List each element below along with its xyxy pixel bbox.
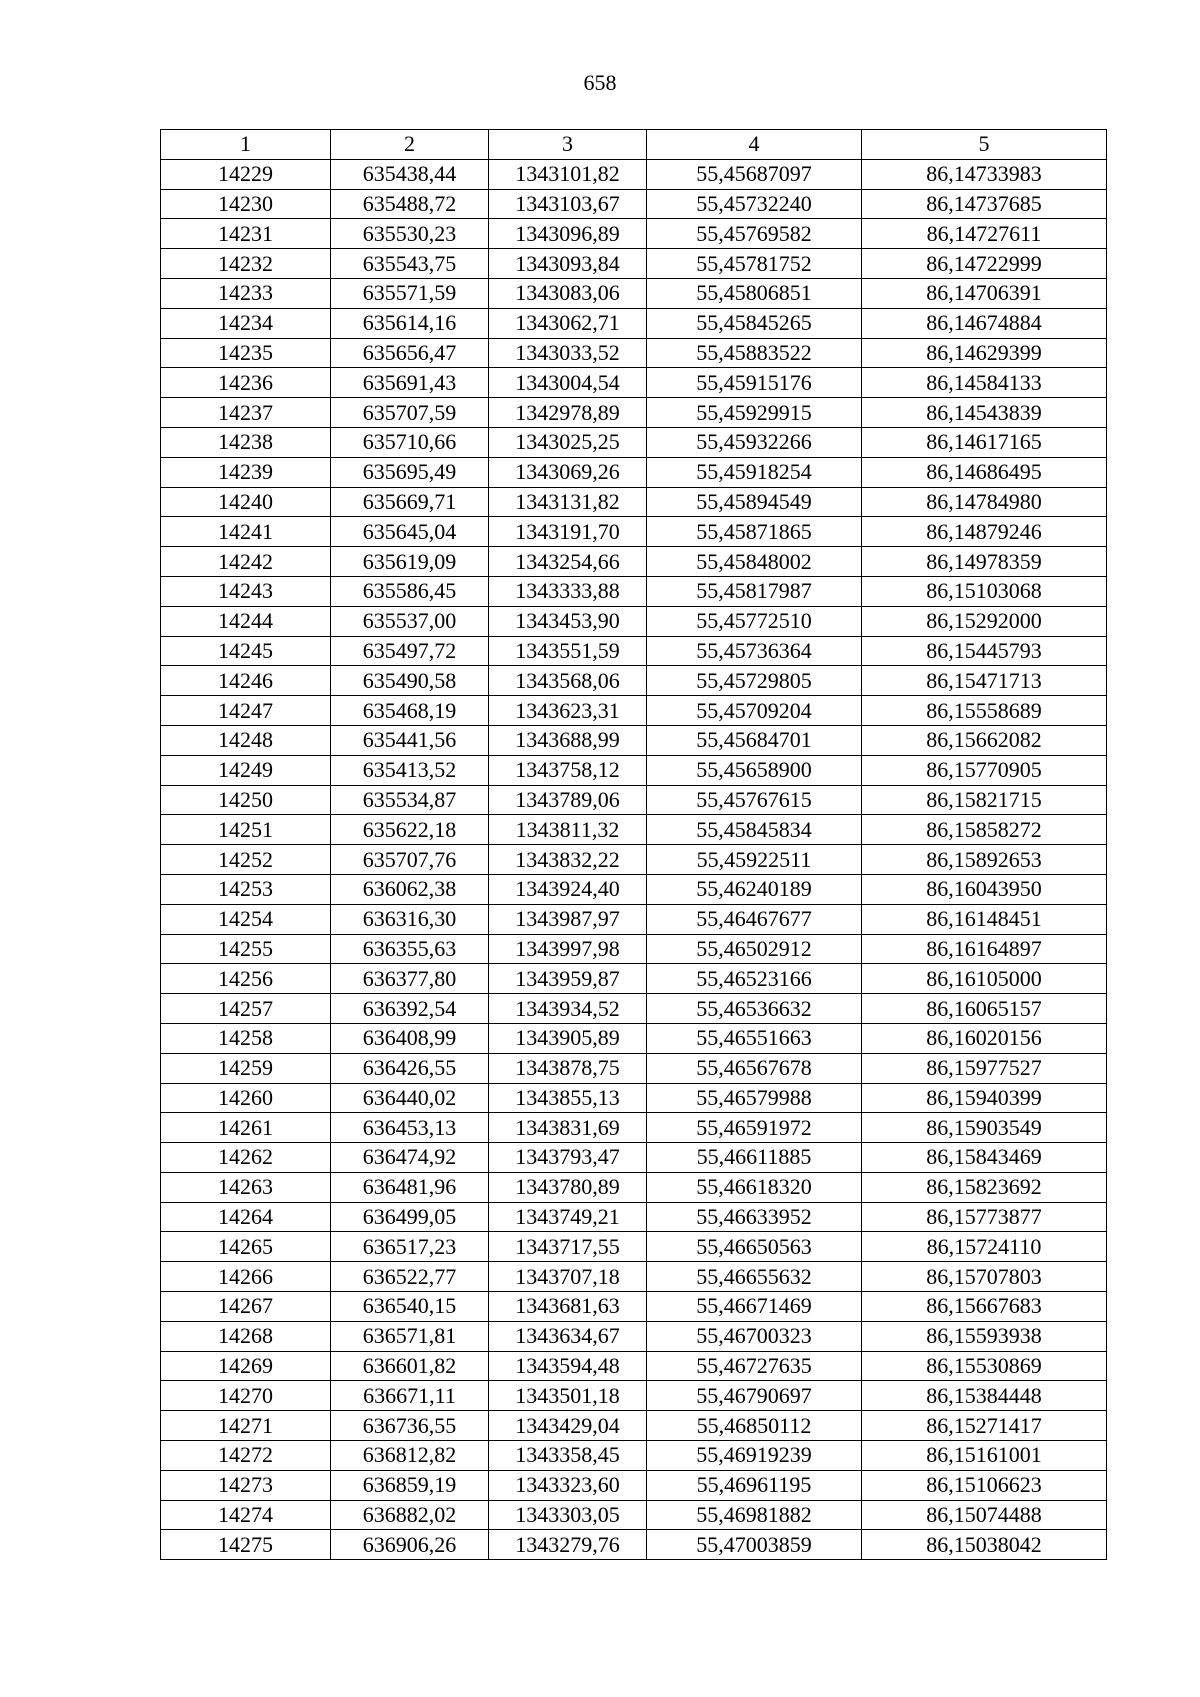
table-cell-col-4: 55,45845834 [647, 815, 862, 845]
table-row [161, 666, 1107, 696]
table-cell-col-3: 1343831,69 [489, 1113, 647, 1143]
table-row [161, 904, 1107, 934]
table-cell-col-2: 636440,02 [331, 1083, 489, 1113]
table-cell-col-1: 14255 [161, 934, 331, 964]
table-cell-col-2: 635656,47 [331, 338, 489, 368]
column-header-5: 5 [862, 130, 1107, 160]
table-row [161, 606, 1107, 636]
table-row [161, 427, 1107, 457]
table-cell-col-3: 1343855,13 [489, 1083, 647, 1113]
table-cell-col-2: 635695,49 [331, 457, 489, 487]
table-cell-col-2: 635490,58 [331, 666, 489, 696]
table-cell-col-4: 55,45871865 [647, 517, 862, 547]
table-cell-col-1: 14264 [161, 1202, 331, 1232]
table-cell-col-1: 14260 [161, 1083, 331, 1113]
table-cell-col-3: 1343997,98 [489, 934, 647, 964]
table-cell-col-1: 14241 [161, 517, 331, 547]
table-cell-col-3: 1343093,84 [489, 249, 647, 279]
table-cell-col-5: 86,14686495 [862, 457, 1107, 487]
table-cell-col-5: 86,15271417 [862, 1411, 1107, 1441]
table-cell-col-5: 86,16065157 [862, 994, 1107, 1024]
table-row [161, 487, 1107, 517]
table-cell-col-5: 86,15858272 [862, 815, 1107, 845]
table-cell-col-2: 636316,30 [331, 904, 489, 934]
table-cell-col-1: 14243 [161, 576, 331, 606]
table-cell-col-1: 14265 [161, 1232, 331, 1262]
table-cell-col-1: 14249 [161, 755, 331, 785]
table-cell-col-3: 1343279,76 [489, 1530, 647, 1560]
table-cell-col-2: 635488,72 [331, 189, 489, 219]
table-cell-col-4: 55,46240189 [647, 874, 862, 904]
table-row [161, 517, 1107, 547]
page-number: 658 [583, 70, 617, 95]
table-cell-col-1: 14246 [161, 666, 331, 696]
table-row [161, 398, 1107, 428]
table-cell-col-2: 635669,71 [331, 487, 489, 517]
table-cell-col-4: 55,45817987 [647, 576, 862, 606]
table-cell-col-5: 86,15558689 [862, 696, 1107, 726]
table-cell-col-4: 55,46567678 [647, 1053, 862, 1083]
table-cell-col-2: 635645,04 [331, 517, 489, 547]
table-cell-col-3: 1343681,63 [489, 1292, 647, 1322]
table-cell-col-4: 55,45658900 [647, 755, 862, 785]
table-cell-col-4: 55,45915176 [647, 368, 862, 398]
table-cell-col-3: 1343934,52 [489, 994, 647, 1024]
table-cell-col-2: 636426,55 [331, 1053, 489, 1083]
table-cell-col-4: 55,45736364 [647, 636, 862, 666]
table-cell-col-5: 86,14674884 [862, 308, 1107, 338]
table-cell-col-2: 635537,00 [331, 606, 489, 636]
table-cell-col-4: 55,45918254 [647, 457, 862, 487]
table-cell-col-1: 14268 [161, 1321, 331, 1351]
table-cell-col-3: 1343333,88 [489, 576, 647, 606]
table-cell-col-2: 636859,19 [331, 1470, 489, 1500]
table-cell-col-5: 86,15074488 [862, 1500, 1107, 1530]
table-cell-col-4: 55,45732240 [647, 189, 862, 219]
table-cell-col-5: 86,14617165 [862, 427, 1107, 457]
table-row [161, 219, 1107, 249]
table-cell-col-2: 636517,23 [331, 1232, 489, 1262]
table-row [161, 1441, 1107, 1471]
table-cell-col-2: 636453,13 [331, 1113, 489, 1143]
table-row [161, 696, 1107, 726]
table-row [161, 1023, 1107, 1053]
table-cell-col-5: 86,14784980 [862, 487, 1107, 517]
table-cell-col-1: 14275 [161, 1530, 331, 1560]
table-cell-col-1: 14273 [161, 1470, 331, 1500]
table-cell-col-1: 14254 [161, 904, 331, 934]
table-cell-col-4: 55,45769582 [647, 219, 862, 249]
table-cell-col-5: 86,14737685 [862, 189, 1107, 219]
table-cell-col-3: 1343793,47 [489, 1143, 647, 1173]
table-cell-col-4: 55,46611885 [647, 1143, 862, 1173]
table-row [161, 1321, 1107, 1351]
column-header-1: 1 [161, 130, 331, 160]
table-cell-col-1: 14245 [161, 636, 331, 666]
table-cell-col-1: 14250 [161, 785, 331, 815]
table-cell-col-3: 1343758,12 [489, 755, 647, 785]
table-row [161, 934, 1107, 964]
table-cell-col-1: 14267 [161, 1292, 331, 1322]
table-cell-col-1: 14258 [161, 1023, 331, 1053]
table-cell-col-3: 1343749,21 [489, 1202, 647, 1232]
table-cell-col-1: 14266 [161, 1262, 331, 1292]
table-cell-col-1: 14269 [161, 1351, 331, 1381]
table-cell-col-2: 635441,56 [331, 725, 489, 755]
table-cell-col-5: 86,15662082 [862, 725, 1107, 755]
column-header-2: 2 [331, 130, 489, 160]
table-row [161, 308, 1107, 338]
table-cell-col-1: 14240 [161, 487, 331, 517]
table-cell-col-4: 55,46981882 [647, 1500, 862, 1530]
table-cell-col-5: 86,15773877 [862, 1202, 1107, 1232]
table-cell-col-5: 86,15445793 [862, 636, 1107, 666]
table-cell-col-2: 635530,23 [331, 219, 489, 249]
table-cell-col-3: 1343551,59 [489, 636, 647, 666]
table-cell-col-3: 1343429,04 [489, 1411, 647, 1441]
table-row [161, 1202, 1107, 1232]
table-cell-col-4: 55,46536632 [647, 994, 862, 1024]
table-cell-col-4: 55,45687097 [647, 159, 862, 189]
table-cell-col-2: 635497,72 [331, 636, 489, 666]
table-cell-col-1: 14247 [161, 696, 331, 726]
table-cell-col-3: 1343069,26 [489, 457, 647, 487]
table-cell-col-5: 86,15593938 [862, 1321, 1107, 1351]
table-cell-col-3: 1343083,06 [489, 278, 647, 308]
table-cell-col-4: 55,46579988 [647, 1083, 862, 1113]
table-cell-col-5: 86,16164897 [862, 934, 1107, 964]
table-cell-col-3: 1343594,48 [489, 1351, 647, 1381]
table-cell-col-5: 86,15823692 [862, 1172, 1107, 1202]
table-cell-col-3: 1343033,52 [489, 338, 647, 368]
table-cell-col-3: 1343707,18 [489, 1262, 647, 1292]
table-cell-col-3: 1343303,05 [489, 1500, 647, 1530]
table-cell-col-5: 86,15384448 [862, 1381, 1107, 1411]
table-cell-col-1: 14274 [161, 1500, 331, 1530]
table-body [161, 159, 1107, 1559]
table-cell-col-3: 1343789,06 [489, 785, 647, 815]
table-cell-col-4: 55,46961195 [647, 1470, 862, 1500]
table-cell-col-5: 86,15530869 [862, 1351, 1107, 1381]
table-cell-col-4: 55,46502912 [647, 934, 862, 964]
table-cell-col-5: 86,16043950 [862, 874, 1107, 904]
table-row [161, 1172, 1107, 1202]
table-cell-col-2: 635534,87 [331, 785, 489, 815]
table-cell-col-2: 636571,81 [331, 1321, 489, 1351]
table-cell-col-3: 1343358,45 [489, 1441, 647, 1471]
table-cell-col-4: 55,45929915 [647, 398, 862, 428]
table-cell-col-5: 86,14584133 [862, 368, 1107, 398]
table-cell-col-2: 635438,44 [331, 159, 489, 189]
table-cell-col-1: 14233 [161, 278, 331, 308]
table-row [161, 845, 1107, 875]
table-row [161, 368, 1107, 398]
table-cell-col-5: 86,14727611 [862, 219, 1107, 249]
table-cell-col-1: 14248 [161, 725, 331, 755]
table-row [161, 1500, 1107, 1530]
table-cell-col-5: 86,15292000 [862, 606, 1107, 636]
table-row [161, 159, 1107, 189]
table-cell-col-1: 14236 [161, 368, 331, 398]
table-cell-col-5: 86,15892653 [862, 845, 1107, 875]
table-cell-col-5: 86,15707803 [862, 1262, 1107, 1292]
table-row [161, 1083, 1107, 1113]
table-cell-col-2: 635413,52 [331, 755, 489, 785]
table-cell-col-2: 635707,76 [331, 845, 489, 875]
table-cell-col-4: 55,45806851 [647, 278, 862, 308]
table-row [161, 1292, 1107, 1322]
table-row [161, 964, 1107, 994]
table-cell-col-2: 635614,16 [331, 308, 489, 338]
table-row [161, 278, 1107, 308]
table-cell-col-5: 86,14722999 [862, 249, 1107, 279]
table-row [161, 457, 1107, 487]
table-cell-col-4: 55,45772510 [647, 606, 862, 636]
table-cell-col-1: 14230 [161, 189, 331, 219]
table-row [161, 1351, 1107, 1381]
table-cell-col-1: 14237 [161, 398, 331, 428]
table-cell-col-3: 1343811,32 [489, 815, 647, 845]
table-cell-col-5: 86,15724110 [862, 1232, 1107, 1262]
table-cell-col-2: 635586,45 [331, 576, 489, 606]
table-cell-col-1: 14235 [161, 338, 331, 368]
table-cell-col-3: 1343191,70 [489, 517, 647, 547]
table-cell-col-3: 1343254,66 [489, 547, 647, 577]
table-cell-col-4: 55,45684701 [647, 725, 862, 755]
table-cell-col-4: 55,46671469 [647, 1292, 862, 1322]
table-row [161, 815, 1107, 845]
table-cell-col-1: 14259 [161, 1053, 331, 1083]
table-cell-col-2: 636671,11 [331, 1381, 489, 1411]
table-cell-col-2: 636499,05 [331, 1202, 489, 1232]
table-cell-col-3: 1343959,87 [489, 964, 647, 994]
table-cell-col-2: 636377,80 [331, 964, 489, 994]
table-cell-col-1: 14252 [161, 845, 331, 875]
table-cell-col-4: 55,47003859 [647, 1530, 862, 1560]
table-cell-col-2: 635710,66 [331, 427, 489, 457]
table-cell-col-3: 1343905,89 [489, 1023, 647, 1053]
table-row [161, 547, 1107, 577]
table-cell-col-3: 1343101,82 [489, 159, 647, 189]
table-cell-col-2: 636062,38 [331, 874, 489, 904]
table-cell-col-5: 86,15103068 [862, 576, 1107, 606]
table-cell-col-3: 1343987,97 [489, 904, 647, 934]
table-cell-col-1: 14257 [161, 994, 331, 1024]
table-cell-col-1: 14242 [161, 547, 331, 577]
table-row [161, 1232, 1107, 1262]
column-header-4: 4 [647, 130, 862, 160]
table-cell-col-3: 1343832,22 [489, 845, 647, 875]
table-cell-col-4: 55,46919239 [647, 1441, 862, 1471]
table-row [161, 755, 1107, 785]
table-cell-col-2: 636906,26 [331, 1530, 489, 1560]
table-cell-col-1: 14256 [161, 964, 331, 994]
table-cell-col-3: 1343004,54 [489, 368, 647, 398]
table-cell-col-1: 14270 [161, 1381, 331, 1411]
table-cell-col-3: 1343103,67 [489, 189, 647, 219]
table-row [161, 338, 1107, 368]
table-cell-col-3: 1343634,67 [489, 1321, 647, 1351]
table-cell-col-4: 55,46790697 [647, 1381, 862, 1411]
table-cell-col-4: 55,45845265 [647, 308, 862, 338]
table-cell-col-4: 55,45729805 [647, 666, 862, 696]
table-cell-col-5: 86,14879246 [862, 517, 1107, 547]
table-cell-col-3: 1343131,82 [489, 487, 647, 517]
table-cell-col-2: 636601,82 [331, 1351, 489, 1381]
table-cell-col-4: 55,45848002 [647, 547, 862, 577]
table-cell-col-5: 86,15161001 [862, 1441, 1107, 1471]
table-cell-col-4: 55,46655632 [647, 1262, 862, 1292]
table-cell-col-3: 1343878,75 [489, 1053, 647, 1083]
table-cell-col-3: 1343501,18 [489, 1381, 647, 1411]
table-cell-col-1: 14271 [161, 1411, 331, 1441]
table-row [161, 1381, 1107, 1411]
table-cell-col-3: 1343453,90 [489, 606, 647, 636]
table-cell-col-2: 636522,77 [331, 1262, 489, 1292]
table-cell-col-4: 55,46633952 [647, 1202, 862, 1232]
table-cell-col-3: 1343717,55 [489, 1232, 647, 1262]
table-cell-col-4: 55,45932266 [647, 427, 862, 457]
table-row [161, 576, 1107, 606]
table-cell-col-4: 55,46551663 [647, 1023, 862, 1053]
table-cell-col-4: 55,46523166 [647, 964, 862, 994]
table-cell-col-5: 86,16105000 [862, 964, 1107, 994]
table-cell-col-2: 636540,15 [331, 1292, 489, 1322]
table-cell-col-3: 1343924,40 [489, 874, 647, 904]
table-cell-col-4: 55,45922511 [647, 845, 862, 875]
table-cell-col-5: 86,15667683 [862, 1292, 1107, 1322]
table-row [161, 785, 1107, 815]
table-row [161, 189, 1107, 219]
table-cell-col-1: 14253 [161, 874, 331, 904]
table-header-row [161, 130, 1107, 160]
table-cell-col-2: 636882,02 [331, 1500, 489, 1530]
table-row [161, 636, 1107, 666]
table-cell-col-2: 635543,75 [331, 249, 489, 279]
table-cell-col-3: 1343780,89 [489, 1172, 647, 1202]
table-row [161, 1113, 1107, 1143]
table-cell-col-4: 55,46591972 [647, 1113, 862, 1143]
table-row [161, 874, 1107, 904]
table-cell-col-2: 636474,92 [331, 1143, 489, 1173]
table-cell-col-5: 86,14706391 [862, 278, 1107, 308]
table-cell-col-5: 86,15940399 [862, 1083, 1107, 1113]
table-cell-col-4: 55,45894549 [647, 487, 862, 517]
coordinates-table [160, 129, 1107, 1560]
table-cell-col-5: 86,15843469 [862, 1143, 1107, 1173]
table-row [161, 994, 1107, 1024]
table-cell-col-4: 55,46467677 [647, 904, 862, 934]
table-cell-col-5: 86,15903549 [862, 1113, 1107, 1143]
table-cell-col-4: 55,45709204 [647, 696, 862, 726]
table-cell-col-3: 1343025,25 [489, 427, 647, 457]
table-cell-col-5: 86,15977527 [862, 1053, 1107, 1083]
table-cell-col-3: 1343688,99 [489, 725, 647, 755]
table-cell-col-1: 14238 [161, 427, 331, 457]
table-cell-col-5: 86,15770905 [862, 755, 1107, 785]
table-cell-col-2: 636355,63 [331, 934, 489, 964]
table-cell-col-5: 86,15471713 [862, 666, 1107, 696]
table-cell-col-5: 86,15038042 [862, 1530, 1107, 1560]
table-cell-col-4: 55,45781752 [647, 249, 862, 279]
table-cell-col-1: 14232 [161, 249, 331, 279]
table-cell-col-4: 55,46700323 [647, 1321, 862, 1351]
table-cell-col-2: 636408,99 [331, 1023, 489, 1053]
table-cell-col-4: 55,46618320 [647, 1172, 862, 1202]
table-row [161, 1411, 1107, 1441]
table-cell-col-1: 14244 [161, 606, 331, 636]
table-cell-col-1: 14229 [161, 159, 331, 189]
table-cell-col-5: 86,14733983 [862, 159, 1107, 189]
table-row [161, 1143, 1107, 1173]
table-cell-col-2: 635691,43 [331, 368, 489, 398]
table-row [161, 725, 1107, 755]
table-cell-col-3: 1343096,89 [489, 219, 647, 249]
table-cell-col-2: 635707,59 [331, 398, 489, 428]
table-cell-col-1: 14239 [161, 457, 331, 487]
table-cell-col-5: 86,16148451 [862, 904, 1107, 934]
table-cell-col-4: 55,46850112 [647, 1411, 862, 1441]
table-cell-col-5: 86,14978359 [862, 547, 1107, 577]
table-cell-col-2: 636736,55 [331, 1411, 489, 1441]
table-cell-col-4: 55,46727635 [647, 1351, 862, 1381]
table-cell-col-1: 14251 [161, 815, 331, 845]
table-cell-col-2: 636392,54 [331, 994, 489, 1024]
table-cell-col-1: 14272 [161, 1441, 331, 1471]
table-cell-col-2: 636481,96 [331, 1172, 489, 1202]
table-cell-col-3: 1342978,89 [489, 398, 647, 428]
table-row [161, 249, 1107, 279]
table-row [161, 1262, 1107, 1292]
table-cell-col-5: 86,15106623 [862, 1470, 1107, 1500]
table-cell-col-5: 86,15821715 [862, 785, 1107, 815]
table-row [161, 1470, 1107, 1500]
table-cell-col-1: 14234 [161, 308, 331, 338]
table-cell-col-2: 636812,82 [331, 1441, 489, 1471]
table-cell-col-4: 55,45767615 [647, 785, 862, 815]
table-cell-col-4: 55,45883522 [647, 338, 862, 368]
table-cell-col-4: 55,46650563 [647, 1232, 862, 1262]
table-cell-col-5: 86,14543839 [862, 398, 1107, 428]
table-cell-col-1: 14261 [161, 1113, 331, 1143]
table-cell-col-3: 1343623,31 [489, 696, 647, 726]
table-cell-col-2: 635619,09 [331, 547, 489, 577]
table-cell-col-3: 1343568,06 [489, 666, 647, 696]
table-cell-col-1: 14262 [161, 1143, 331, 1173]
table-cell-col-5: 86,16020156 [862, 1023, 1107, 1053]
table-cell-col-1: 14231 [161, 219, 331, 249]
table-cell-col-3: 1343323,60 [489, 1470, 647, 1500]
table-cell-col-3: 1343062,71 [489, 308, 647, 338]
table-row [161, 1053, 1107, 1083]
table-cell-col-2: 635468,19 [331, 696, 489, 726]
table-row [161, 1530, 1107, 1560]
table-cell-col-2: 635622,18 [331, 815, 489, 845]
table-cell-col-2: 635571,59 [331, 278, 489, 308]
table-cell-col-1: 14263 [161, 1172, 331, 1202]
column-header-3: 3 [489, 130, 647, 160]
table-cell-col-5: 86,14629399 [862, 338, 1107, 368]
